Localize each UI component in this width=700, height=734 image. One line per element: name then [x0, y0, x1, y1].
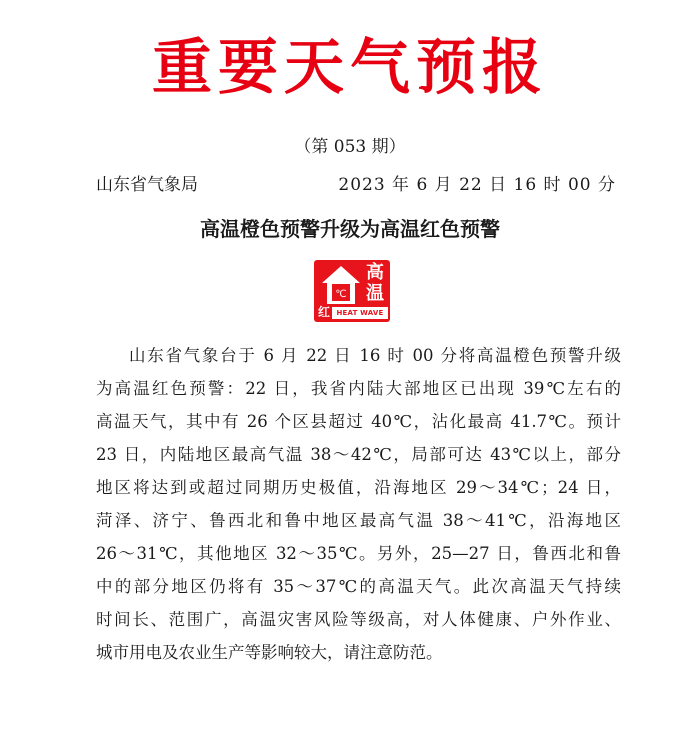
body-line: 中的部分地区仍将有 35～37℃的高温天气。此次高温天气持续 — [96, 577, 621, 596]
masthead-title: 重要天气预报 — [152, 33, 548, 103]
meta-row — [96, 173, 616, 197]
body-line: 26～31℃，其他地区 32～35℃。另外，25—27 日，鲁西北和鲁 — [96, 544, 621, 563]
headline: 高温橙色预警升级为高温红色预警 — [200, 217, 500, 241]
sign-label-line2: 温 — [366, 283, 384, 304]
sign-level: 红 — [317, 305, 330, 319]
sign-english-label: HEAT WAVE — [332, 307, 388, 319]
body-paragraph — [96, 339, 621, 669]
sign-label-line1: 高 — [366, 262, 384, 283]
issue-number: （第 053 期） — [294, 137, 406, 157]
issue-datetime: 2023 年 6 月 22 日 16 时 00 分 — [338, 175, 616, 195]
body-line: 山东省气象台于 6 月 22 日 16 时 00 分将高温橙色预警升级 — [129, 346, 621, 365]
body-line: 菏泽、济宁、鲁西北和鲁中地区最高气温 38～41℃，沿海地区 — [96, 511, 621, 530]
body-line: 23 日，内陆地区最高气温 38～42℃，局部可达 43℃以上，部分 — [96, 445, 621, 464]
body-line: 时间长、范围广，高温灾害风险等级高，对人体健康、户外作业、 — [96, 610, 621, 629]
body-line: 城市用电及农业生产等影响较大，请注意防范。 — [96, 643, 443, 662]
body-line: 高温天气，其中有 26 个区县超过 40℃，沾化最高 41.7℃。预计 — [96, 412, 621, 431]
body-line: 为高温红色预警：22 日，我省内陆大部地区已出现 39℃左右的 — [96, 379, 621, 398]
issuer: 山东省气象局 — [96, 175, 198, 195]
heat-wave-red-warning-sign — [314, 260, 390, 322]
body-line: 地区将达到或超过同期历史极值，沿海地区 29～34℃；24 日， — [96, 478, 621, 497]
svg-text:℃: ℃ — [335, 289, 347, 300]
thermometer-house-icon — [320, 264, 362, 306]
